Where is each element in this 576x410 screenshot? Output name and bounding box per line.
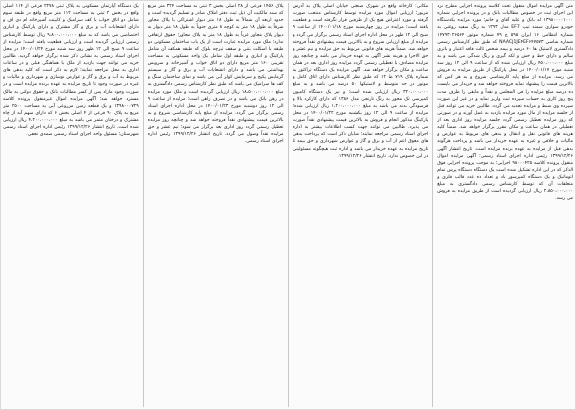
column-divider <box>432 3 433 407</box>
notice-column-4 <box>3 3 139 407</box>
notice-paragraph: یک دستگاه آپارتمان مسکونی به پلاک ثبتی ۲۲۷۸ فرعی از ۱۱۴ اصلی واقع در بخش ۲ ثبتی به مساحت ۱۱۲ متر مربع واقع در طبقه سوم شامل دو اتاق خواب با کف سرامیک و کابینت آشپزخانه ام دی اف و دارای انشعابات آب و برق و گاز مشترک و دارای پارکینگ و انباری اختصاصی می باشد که به مبلغ ۹،۸۰۰،۰۰۰،۰۰۰ ریال توسط کارشناس رسمی ارزیابی گردیده است و ارزیابی قطعیت یافته است؛ مزایده از ساعت ۹ صبح الی ۱۲ ظهر روز سه شنبه مورخ ۱۴۰۰/۰۱/۲۴ در محل اجرای اسناد رسمی به نشانی ذکر شده برگزار خواهد گردید. طالبین خرید می توانند جهت بازدید از ملک با هماهنگی قبلی و در ساعات اداری به محل مراجعه نمایند؛ لازم به ذکر است که کلیه بدهی های مربوط به آب و برق و گاز و عوارض نوسازی و شهرداری و مالیات و غیره در صورت وجود تا تاریخ مزایده به عهده برنده مزایده است و در صورت وجود مازاد پس از کسر مطالبات بانک و حقوق دولتی به مالک مسترد خواهد شد؛ آگهی مزایده اموال غیرمنقول پرونده کلاسه ۱۳۹۸۰۰۰۷۲۹ و یک قطعه زمین مزروعی آبی به مساحت ۲۵۰۰ متر مربع به پلاک ۹۰ فرعی از ۴ اصلی بخش ۶ که دارای سهم آبه از چاه مشترک و درختان مثمر می باشد به مبلغ ۴،۲۰۰،۰۰۰،۰۰۰ ریال ارزیابی شده است. تاریخ انتشار ۱۳۹۹/۱۲/۲۶ رئیس اداره اجرای اسناد رسمی شهرستان؛ مسئول واحد اجرای اسناد رسمی صمدی نجفی. <box>3 4 139 138</box>
notice-column-2 <box>293 3 429 407</box>
column-divider <box>288 3 289 407</box>
notice-column-1 <box>437 3 573 407</box>
notice-paragraph: پلاک ۱۴۵۶ فرعی از ۲۸ اصلی بخش ۳ ثبتی به مساحت ۳۲۴ متر مربع که سند مالکیت آن ذیل ثبت دفتر املاک صادر و تسلیم گردیده است و حدود اربعه آن شمالاً به طول ۱۸ متر دیوار اشتراکی با پلاک مجاور شرقاً به طول ۱۸ متر به کوچه ۸ متری جنوباً به طول ۱۸ متر دیوار به دیوار پلاک مجاور غرباً به طول ۱۸ متر به پلاک مجاور؛ حقوق ارتفاقی ندارد؛ ملک مورد مزایده عبارت است از یک باب ساختمان مسکونی دو طبقه با اسکلت بتنی و سقف تیرچه بلوک که طبقه همکف آن شامل پارکینگ و انباری و طبقه اول شامل یک واحد مسکونی به مساحت تقریبی ۱۶۰ متر مربع دارای دو اتاق خواب و آشپزخانه و سرویس بهداشتی می باشد و دارای انشعابات آب و برق و گاز و سیستم گرمایش پکیج و سرمایش کولر آبی می باشد و نمای ساختمان سنگ و کف ها سرامیک می باشد که طبق نظر کارشناس رسمی دادگستری به مبلغ ۱۸،۵۰۰،۰۰۰،۰۰۰ ریال ارزیابی گردیده است و ملک مورد مزایده در رهن بانک می باشد و در تصرف راهن است؛ مزایده از ساعت ۹ الی ۱۲ روز دوشنبه مورخ ۱۴۰۰/۰۱/۲۳ در محل اداره اجرای اسناد رسمی برگزار می گردد. مزایده از مبلغ پایه کارشناسی شروع و به بالاترین قیمت پیشنهادی نقداً فروخته خواهد شد و چنانچه روز مزایده تعطیل رسمی گردد روز اداری بعد برگزار می شود؛ نیم عشر و حق مزایده نقداً وصول می گردد. تاریخ انتشار ۱۳۹۹/۱۲/۲۶ رئیس اداره اجرای اسناد رسمی. <box>147 4 284 145</box>
column-divider <box>143 3 144 407</box>
notice-paragraph: مکانی: کارخانه واقع در شهرک صنعتی خیابان اصلی پلاک به آدرس مزبور؛ ارزیابی اموال مورد مزایده توسط کارشناس منتخب صورت گرفته و مورد اعتراض هیچ یک از طرفین قرار نگرفته است و قطعیت یافته است؛ مزایده در روز چهارشنبه مورخ ۱۴۰۰/۰۱/۱۸ از ساعت ۹ صبح الی ۱۲ ظهر در محل اداره اجرای اسناد رسمی برگزار می گردد و مزایده از مبلغ ارزیابی شروع و به بالاترین قیمت پیشنهادی نقداً فروخته خواهد شد. ضمناً هزینه های قانونی مربوط به حق مزایده و نیم عشر و حق الاجرا و هزینه نشر آگهی به عهده خریدار می باشد و چنانچه روز مزایده مصادف با تعطیلی رسمی گردد مزایده روز اداری بعد در همان ساعت و مکان برگزار خواهد شد. آگهی مزایده یک دستگاه تراکتور به شماره پلاک ۷۱۹ ط ۱۲ که طبق نظر کارشناس دارای اتاق کامل و موتور در حد متوسط و لاستیکها ۵۰ درصد می باشد و به مبلغ ۳۲۰،۰۰۰،۰۰۰ ریال ارزیابی شده است؛ و نیز یک دستگاه کامیون کمپرسی تک محور به رنگ نارنجی مدل ۱۳۸۶ که دارای کارکرد بالا و فرسودگی بدنه می باشد به مبلغ ۱،۲۰۰،۰۰۰،۰۰۰ ریال ارزیابی شده؛ مزایده از ساعت ۹ الی ۱۲ روز یکشنبه مورخ ۱۴۰۰/۰۱/۲۲ در محل پارکینگ مذکور انجام و فروش به بالاترین قیمت پیشنهادی نقداً صورت می پذیرد. طالبین می توانند جهت کسب اطلاعات بیشتر به اداره اجرای اسناد رسمی مراجعه نمایند؛ شایان ذکر است که پرداخت بدهی های معوق اعم از آب و برق و گاز و عوارض شهرداری و حق بیمه تا تاریخ مزایده به عهده خریدار می باشد و اداره ثبت هیچگونه مسئولیتی در این خصوص ندارد. تاریخ انتشار ۱۳۹۹/۱۲/۲۶. <box>292 4 429 159</box>
notice-column-3 <box>148 3 284 407</box>
notice-columns <box>3 3 573 407</box>
notice-paragraph: متن آگهی مزایده اموال منقول تحت کلاسه پرونده اجرایی مطرح نزد این اجرای ثبت در خصوص مطالبات بانک و در پرونده اجرایی شماره ۱۳۹۸۰۰۰۰۱۰۰۰ له بانک و علیه آقای و خانم؛ مورد مزایده یکدستگاه خودرو سواری سمند تیپ EF7 مدل ۱۳۹۳ به رنگ سفید روغنی به شماره انتظامی ۱۶ ایران ۵۹۵ ج ۷۹ شماره موتور ۱۴۷۹۳۰۲۶۵۶۴ شماره شاسی NAACJ1JE۴EF۶۴۷۵۷۳ که طبق نظر کارشناس رسمی دادگستری لاستیک ها ۶۰ درصد و بیمه شخص ثالث فاقد اعتبار و باتری سالم و دارای خط و خش و لکه گیری و رنگ شدگی می باشد و به مبلغ ۴۵۰،۰۰۰،۰۰۰ ریال ارزیابی شده که از ساعت ۹ الی ۱۲ روز سه شنبه مورخ ۱۴۰۰/۰۱/۱۷ در محل پارکینگ از طریق مزایده به فروش می رسد. مزایده از مبلغ پایه کارشناسی شروع و به هر کس که بالاترین قیمت را پیشنهاد نماید فروخته خواهد شد و خریدار می بایست ده درصد مبلغ مزایده را فی المجلس و نقداً و مابقی را ظرف مدت پنج روز کاری به حساب سپرده ثبت واریز نماید و در غیر این صورت سپرده وی ضبط و مزایده تجدید می گردد. طالبین خرید می توانند قبل از جلسه مزایده از مال مورد مزایده بازدید به عمل آورند و در صورتی که روز مزایده تعطیل رسمی گردد جلسه مزایده روز اداری بعد از تعطیلی در همان ساعت و مکان مقرر برگزار خواهد شد. ضمناً کلیه هزینه های قانونی نقل و انتقال و بدهی های مربوط به عوارض و مالیات و خلافی و غیره به عهده خریدار می باشد و پرداخت هرگونه بدهی قبل از مزایده به عهده برنده مزایده است. تاریخ انتشار آگهی ۱۳۹۹/۱۲/۲۶ رئیس اداره اجرای اسناد رسمی؛ آگهی مزایده اموال منقول پرونده کلاسه ۹۸۰۰۰۴۲۵ اجرایی؛ به موجب پرونده اجرایی فوق الذکر که در این اداره تشکیل شده است یک دستگاه دستگاه پرس تمام اتوماتیک و یک دستگاه کمپرسور باد و تعداد ده عدد قالب فلزی و متعلقات آن که توسط کارشناس رسمی دادگستری به مبلغ ۲،۸۵۰،۰۰۰،۰۰۰ ریال ارزیابی گردیده است از طریق مزایده به فروش می رسد. <box>437 4 573 202</box>
